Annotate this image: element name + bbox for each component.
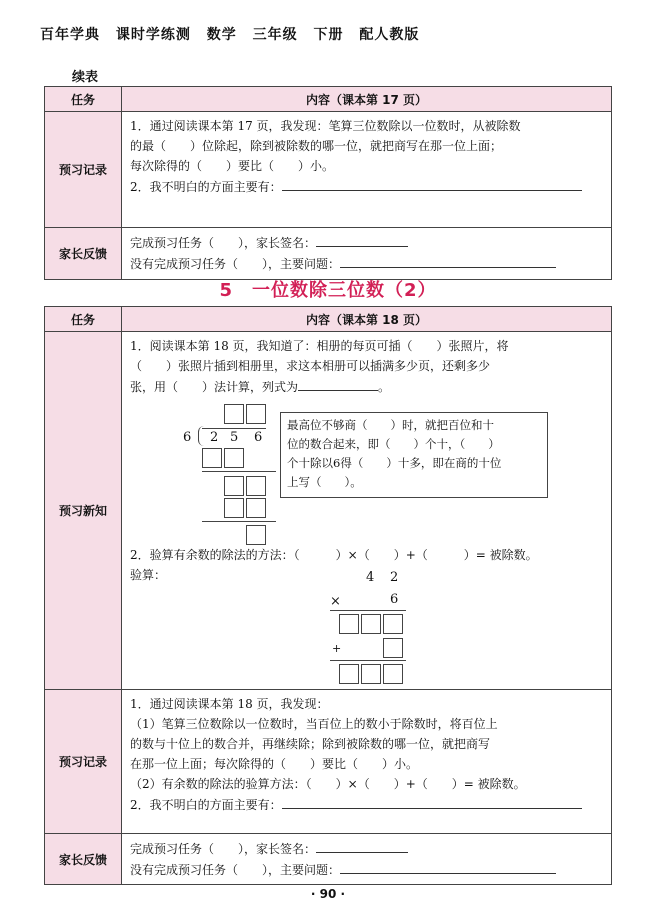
header-item: 课时学练测 bbox=[115, 27, 191, 43]
header-item: 三年级 bbox=[252, 27, 298, 43]
parent-text: 完成预习任务（ ），家长签名： bbox=[130, 236, 317, 250]
text-line: 张，用（ ）法计算，列式为 。 bbox=[130, 376, 603, 397]
problem-blank[interactable] bbox=[340, 859, 556, 874]
product-box[interactable] bbox=[339, 614, 359, 634]
text-line: 在那一位上面；每次除得的（ ）要比（ ）小。 bbox=[130, 757, 419, 771]
text-line: （2）有余数的除法的验算方法：（ ）×（ ）+（ ）= 被除数。 bbox=[130, 777, 526, 791]
answer-blank[interactable] bbox=[282, 794, 582, 809]
row-content bbox=[122, 690, 612, 834]
result-box[interactable] bbox=[339, 664, 359, 684]
text-line bbox=[130, 232, 603, 253]
continued-label: 续表 bbox=[72, 70, 99, 85]
parent-text: 没有完成预习任务（ ），主要问题： bbox=[130, 863, 341, 877]
result-box[interactable] bbox=[361, 664, 381, 684]
header-content: 内容（课本第 17 页） bbox=[122, 87, 612, 112]
quotient-box[interactable] bbox=[246, 404, 266, 424]
dividend-digit: 6 bbox=[254, 430, 263, 445]
question-text: 张，用（ ）法计算，列式为 bbox=[130, 380, 299, 394]
header-task: 任务 bbox=[45, 87, 122, 112]
row-content bbox=[122, 332, 612, 690]
result-box[interactable] bbox=[383, 664, 403, 684]
text-line bbox=[130, 838, 603, 859]
row-label: 家长反馈 bbox=[45, 834, 122, 885]
signature-blank[interactable] bbox=[316, 232, 408, 247]
check-multiplier: 6 bbox=[390, 592, 399, 607]
header-item: 配人教版 bbox=[359, 27, 420, 43]
work-box[interactable] bbox=[224, 498, 244, 518]
text-line bbox=[130, 859, 603, 880]
text-line: （1）笔算三位数除以一位数时，当百位上的数小于除数时，将百位上 bbox=[130, 717, 498, 731]
text-line: 2．验算有余数的除法的方法：（ ）×（ ）+（ ）= 被除数。 bbox=[130, 548, 538, 562]
row-content bbox=[122, 228, 612, 280]
product-box[interactable] bbox=[361, 614, 381, 634]
divisor: 6 bbox=[183, 430, 192, 445]
header-item: 数学 bbox=[206, 27, 237, 43]
section-title: 5 一位数除三位数（2） bbox=[219, 280, 437, 301]
table-continued bbox=[44, 86, 612, 280]
table-lesson-5 bbox=[44, 306, 612, 885]
text-line bbox=[130, 176, 603, 197]
answer-blank[interactable] bbox=[282, 176, 582, 191]
row-label: 预习新知 bbox=[45, 332, 122, 690]
check-label: 验算： bbox=[130, 568, 167, 582]
text-line: （ ）张照片插到相册里，求这本相册可以插满多少页，还剩多少 bbox=[130, 359, 491, 373]
plus-sign: + bbox=[332, 642, 342, 655]
check-top-digit: 4 bbox=[366, 570, 375, 585]
callout-line: 位的数合起来，即（ ）个十，（ ） bbox=[287, 437, 500, 451]
work-line bbox=[202, 471, 276, 472]
product-box[interactable] bbox=[383, 614, 403, 634]
callout-line: 最高位不够商（ ）时，就把百位和十 bbox=[287, 418, 494, 432]
work-box[interactable] bbox=[224, 448, 244, 468]
text-line bbox=[130, 794, 603, 815]
header-task: 任务 bbox=[45, 307, 122, 332]
text-line: 1．通过阅读课本第 18 页，我发现： bbox=[130, 697, 329, 711]
check-line bbox=[330, 610, 406, 611]
text-line: 每次除得的（ ）要比（ ）小。 bbox=[130, 159, 335, 173]
page-number: · 90 · bbox=[310, 887, 346, 901]
hint-callout bbox=[280, 412, 548, 498]
times-sign: × bbox=[330, 594, 341, 609]
question-text: 2．我不明白的方面主要有： bbox=[130, 798, 282, 812]
parent-text: 完成预习任务（ ），家长签名： bbox=[130, 842, 317, 856]
work-box[interactable] bbox=[246, 498, 266, 518]
book-header bbox=[40, 24, 429, 44]
header-content: 内容（课本第 18 页） bbox=[122, 307, 612, 332]
remainder-box[interactable] bbox=[246, 525, 266, 545]
header-item: 百年学典 bbox=[40, 27, 100, 43]
work-line bbox=[202, 521, 276, 522]
row-label: 家长反馈 bbox=[45, 228, 122, 280]
check-top-digit: 2 bbox=[390, 570, 399, 585]
quotient-box[interactable] bbox=[224, 404, 244, 424]
text-line: 的数与十位上的数合并，再继续除；除到被除数的哪一位，就把商写 bbox=[130, 737, 491, 751]
answer-blank[interactable] bbox=[298, 376, 378, 391]
work-box[interactable] bbox=[224, 476, 244, 496]
row-content bbox=[122, 834, 612, 885]
question-text: 2．我不明白的方面主要有： bbox=[130, 180, 282, 194]
parent-text: 没有完成预习任务（ ），主要问题： bbox=[130, 257, 341, 271]
callout-line: 个十除以6得（ ）十多，即在商的十位 bbox=[287, 456, 502, 470]
callout-line: 上写（ ）。 bbox=[287, 475, 362, 489]
row-content bbox=[122, 112, 612, 228]
text-line: 1．阅读课本第 18 页，我知道了：相册的每页可插（ ）张照片，将 bbox=[130, 339, 509, 353]
text-line: 的最（ ）位除起，除到被除数的哪一位，就把商写在那一位上面； bbox=[130, 139, 503, 153]
dividend-digit: 2 bbox=[210, 430, 219, 445]
text-line: 1．通过阅读课本第 17 页，我发现：笔算三位数除以一位数时，从被除数 bbox=[130, 119, 521, 133]
division-bar bbox=[202, 428, 266, 429]
dividend-digit: 5 bbox=[230, 430, 239, 445]
header-item: 下册 bbox=[313, 27, 344, 43]
problem-blank[interactable] bbox=[340, 253, 556, 268]
division-bracket bbox=[198, 426, 207, 446]
remainder-add-box[interactable] bbox=[383, 638, 403, 658]
signature-blank[interactable] bbox=[316, 838, 408, 853]
row-label: 预习记录 bbox=[45, 690, 122, 834]
text-line bbox=[130, 253, 603, 274]
work-box[interactable] bbox=[246, 476, 266, 496]
work-box[interactable] bbox=[202, 448, 222, 468]
row-label: 预习记录 bbox=[45, 112, 122, 228]
check-line bbox=[330, 660, 406, 661]
